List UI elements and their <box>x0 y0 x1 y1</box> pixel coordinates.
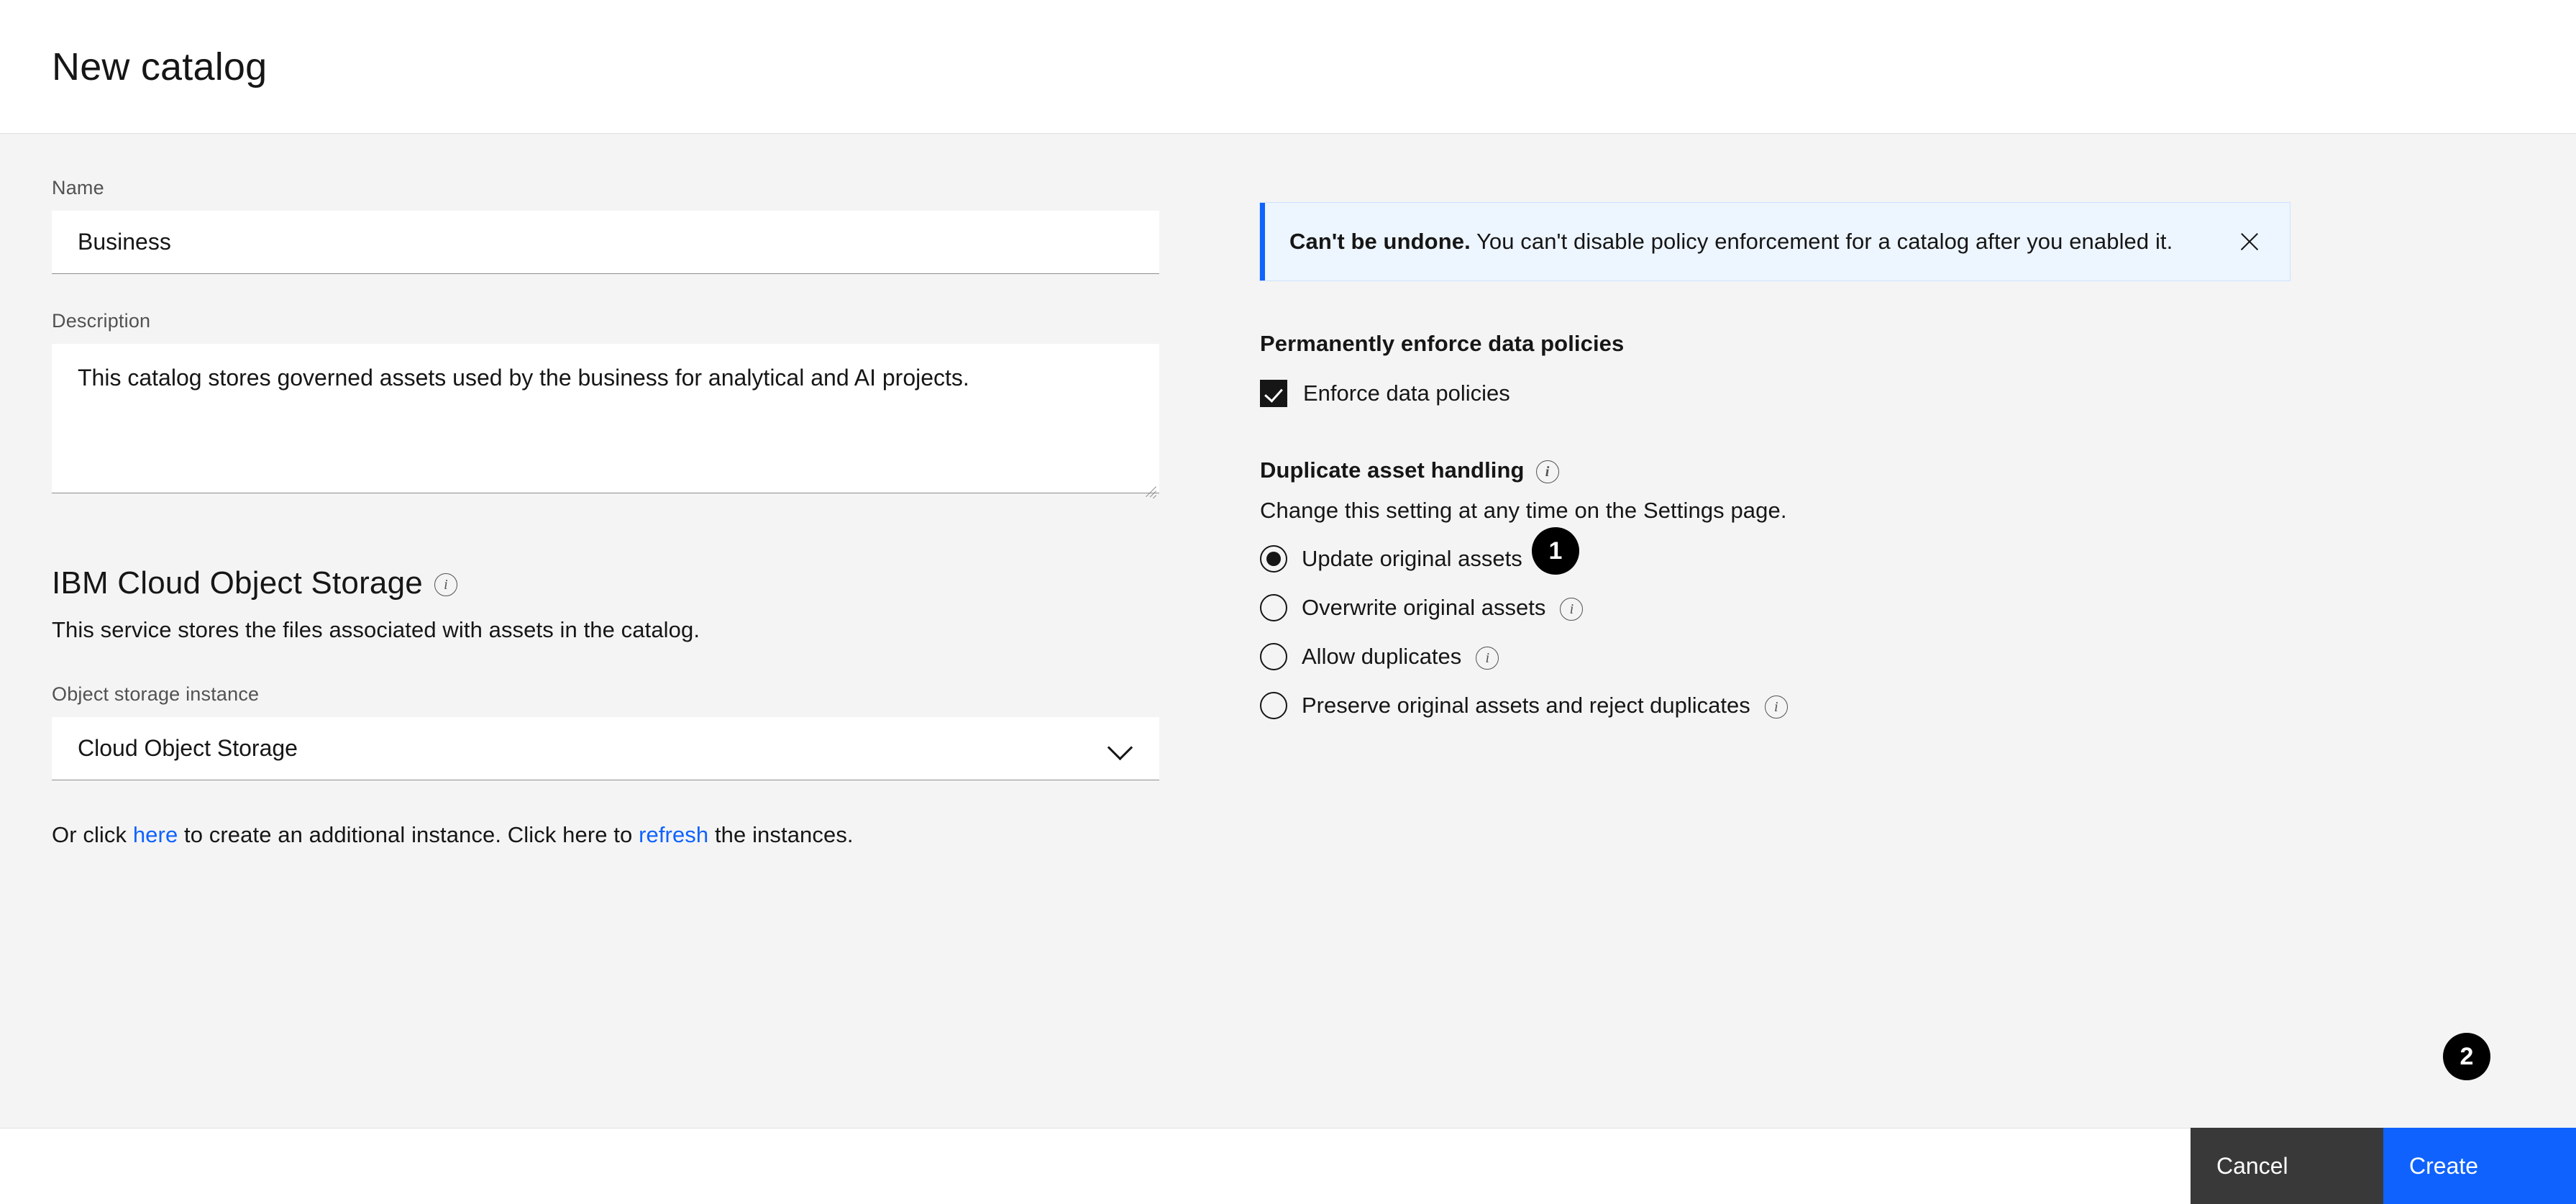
chevron-down-icon <box>1107 734 1133 760</box>
enforce-policies-group-title <box>1260 331 2382 357</box>
enforce-data-policies-label: Enforce data policies <box>1303 380 1510 406</box>
hint-middle: to create an additional instance. Click here to <box>178 822 639 847</box>
duplicate-asset-handling-title-text: Duplicate asset handling <box>1260 457 1525 483</box>
radio-allow-duplicates[interactable] <box>1260 643 2382 670</box>
duplicate-asset-handling-title <box>1260 457 2382 483</box>
step-marker-1: 1 <box>1532 527 1579 575</box>
radio-button[interactable] <box>1260 643 1287 670</box>
radio-label: Allow duplicates <box>1302 644 1462 669</box>
name-input[interactable] <box>52 211 1159 274</box>
radio-button[interactable] <box>1260 594 1287 621</box>
instance-label: Object storage instance <box>52 683 260 705</box>
radio-button[interactable] <box>1260 692 1287 719</box>
description-wrapper <box>52 344 1159 493</box>
close-icon[interactable] <box>2234 226 2265 257</box>
left-column <box>52 177 1159 1128</box>
cancel-button[interactable]: Cancel <box>2191 1128 2383 1204</box>
page-body <box>0 134 2576 1128</box>
radio-update-original-assets[interactable] <box>1260 545 2382 573</box>
duplicate-asset-handling-description: Change this setting at any time on the Settings page. <box>1260 498 1787 523</box>
info-icon[interactable] <box>1560 598 1583 621</box>
notification-text <box>1289 229 2173 255</box>
radio-label: Overwrite original assets <box>1302 595 1546 620</box>
radio-label: Update original assets <box>1302 546 1522 571</box>
radio-preserve-original-assets[interactable] <box>1260 692 2382 719</box>
storage-section-heading <box>52 565 1159 601</box>
object-storage-instance-select[interactable] <box>52 717 1159 780</box>
create-instance-link[interactable]: here <box>132 822 178 847</box>
info-icon[interactable] <box>1765 696 1788 719</box>
step-marker-2: 2 <box>2443 1033 2490 1080</box>
radio-overwrite-original-assets[interactable] <box>1260 594 2382 621</box>
cannot-be-undone-notification <box>1260 203 2290 281</box>
enforce-data-policies-checkbox[interactable] <box>1260 380 1287 407</box>
info-icon[interactable] <box>434 573 457 596</box>
info-icon[interactable] <box>1536 460 1559 483</box>
page-title: New catalog <box>52 45 268 88</box>
right-column <box>1260 177 2382 1128</box>
create-button[interactable]: Create <box>2383 1128 2576 1204</box>
description-textarea[interactable] <box>52 344 1159 493</box>
page-header <box>0 0 2576 134</box>
radio-label: Preserve original assets and reject duplicates <box>1302 693 1750 718</box>
enforce-policies-title-text: Permanently enforce data policies <box>1260 331 1625 356</box>
instance-hint <box>52 822 1159 848</box>
info-icon[interactable] <box>1476 647 1499 670</box>
radio-button[interactable] <box>1260 545 1287 573</box>
storage-section-title: IBM Cloud Object Storage <box>52 565 423 601</box>
object-storage-instance-value: Cloud Object Storage <box>78 735 298 761</box>
page-footer <box>0 1128 2576 1204</box>
footer-actions <box>2191 1128 2576 1204</box>
notification-message: You can't disable policy enforcement for a catalog after you enabled it. <box>1470 229 2173 254</box>
refresh-instances-link[interactable]: refresh <box>639 822 709 847</box>
storage-section-description: This service stores the files associated with assets in the catalog. <box>52 617 700 642</box>
name-label: Name <box>52 177 104 199</box>
hint-prefix: Or click <box>52 822 133 847</box>
enforce-data-policies-row[interactable] <box>1260 380 2382 407</box>
hint-suffix: the instances. <box>708 822 854 847</box>
description-label: Description <box>52 310 151 332</box>
notification-title: Can't be undone. <box>1289 229 1471 254</box>
